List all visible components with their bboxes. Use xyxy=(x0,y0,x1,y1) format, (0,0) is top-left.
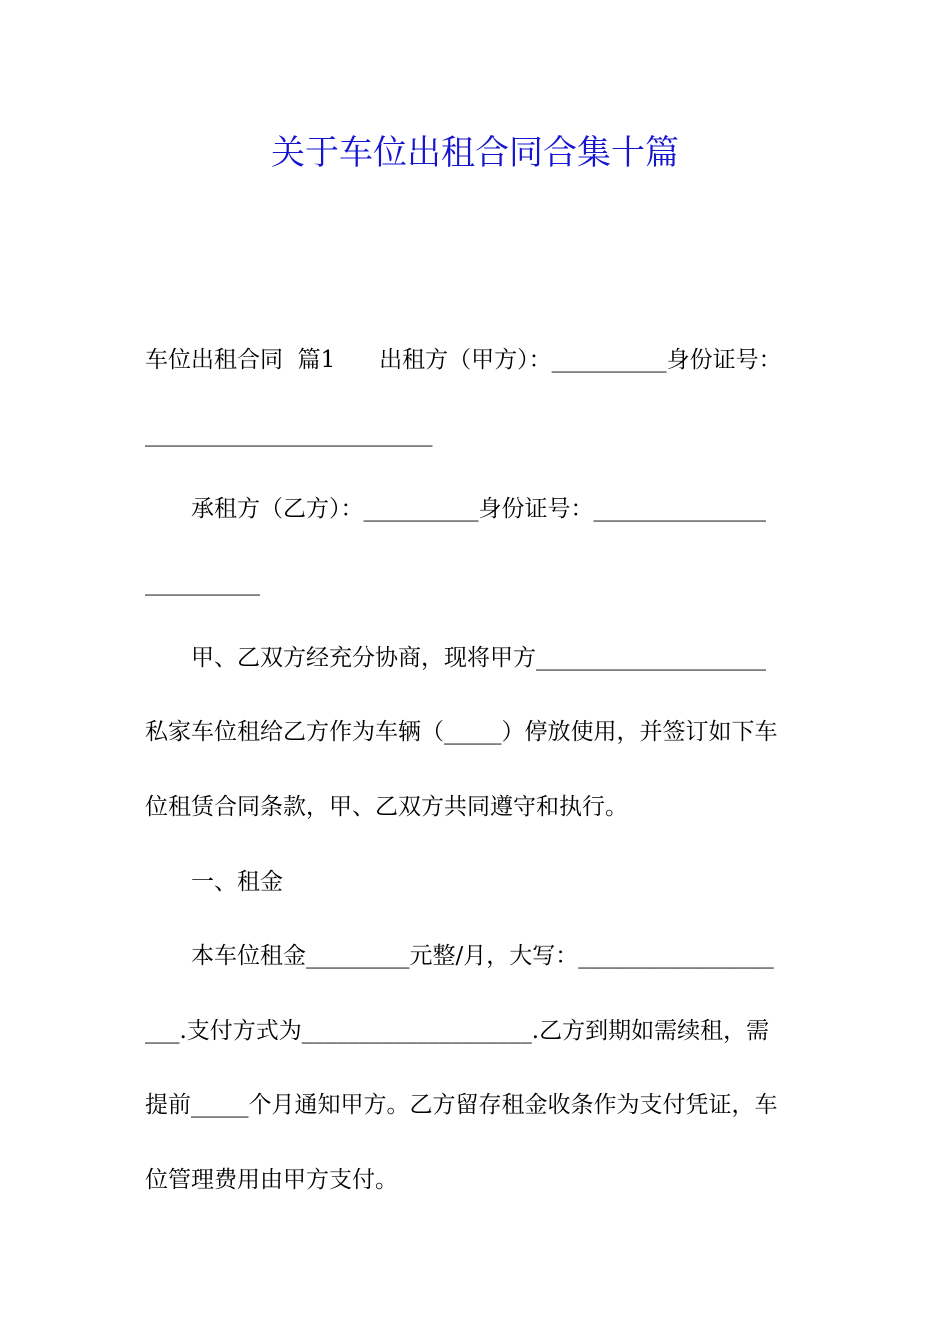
paragraph-line: 提前_____个月通知甲方。乙方留存租金收条作为支付凭证，车 xyxy=(145,1092,778,1118)
paragraph-line: 本车位租金_________元整/月，大写：_________________ xyxy=(191,943,774,969)
paragraph-line: 私家车位租给乙方作为车辆（_____）停放使用，并签订如下车 xyxy=(145,719,778,745)
paragraph-line: 甲、乙双方经充分协商，现将甲方____________________ xyxy=(191,645,766,671)
section-heading: 一、租金 xyxy=(191,869,283,895)
paragraph-line: 位管理费用由甲方支付。 xyxy=(145,1167,398,1193)
paragraph-line: 位租赁合同条款，甲、乙双方共同遵守和执行。 xyxy=(145,794,628,820)
paragraph-line: 承租方（乙方）：__________身份证号：_______________ xyxy=(191,496,766,522)
document-title: 关于车位出租合同合集十篇 xyxy=(271,133,679,173)
paragraph-line: 车位出租合同 篇1 出租方（甲方）：__________身份证号： xyxy=(145,347,782,373)
paragraph-line: ___.支付方式为____________________.乙方到期如需续租，需 xyxy=(145,1018,770,1044)
paragraph-line: _________________________ xyxy=(145,421,433,447)
paragraph-line: __________ xyxy=(145,570,260,596)
